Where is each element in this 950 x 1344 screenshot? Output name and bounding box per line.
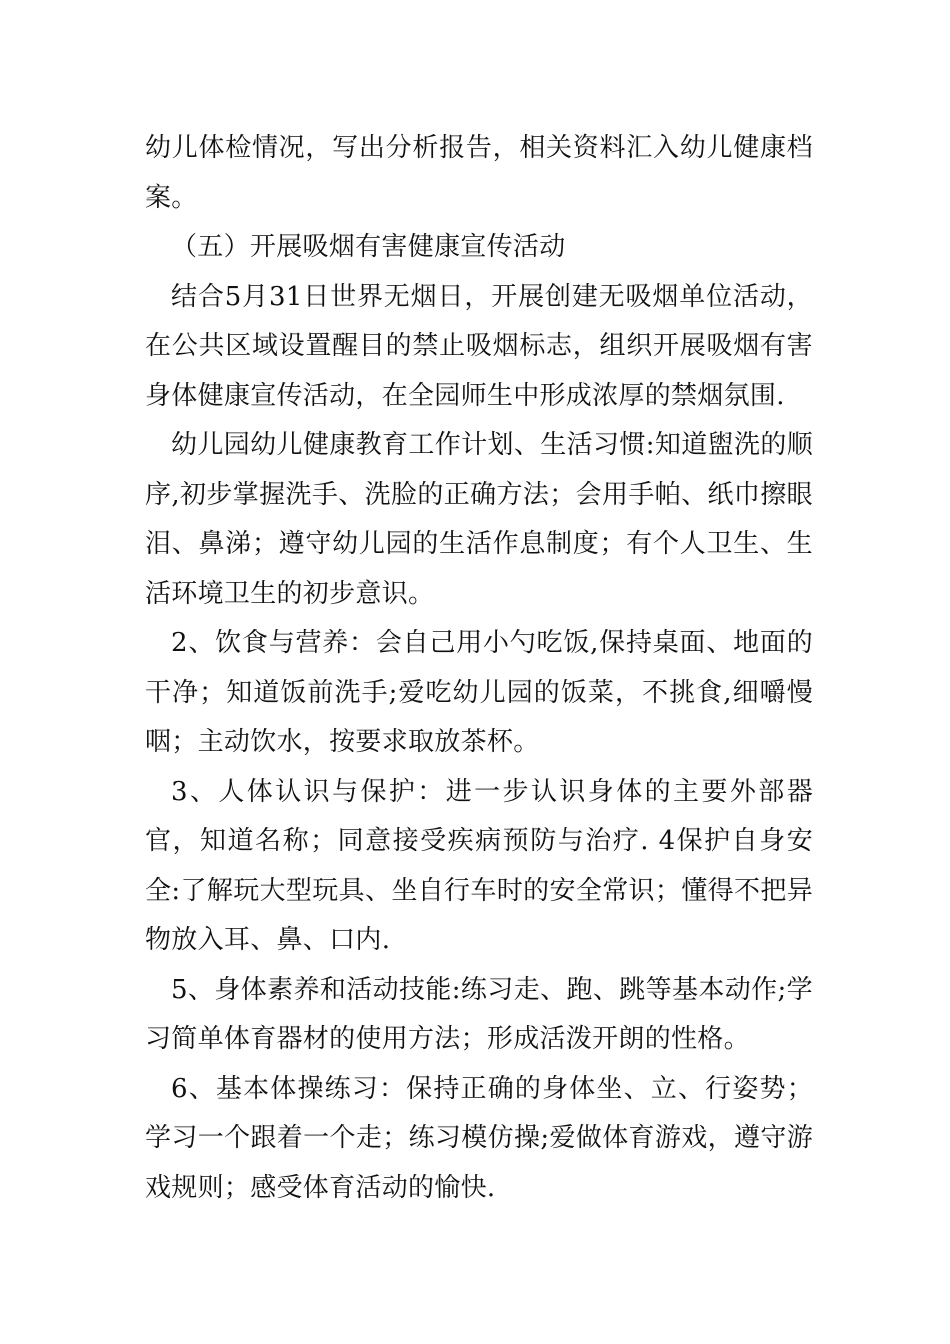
paragraph-health-archive: 幼儿体检情况，写出分析报告，相关资料汇入幼儿健康档案。 [145, 133, 813, 213]
section-heading-smoking-campaign: （五）开展吸烟有害健康宣传活动 [171, 232, 566, 262]
paragraph-no-smoking-day: 结合5月31日世界无烟日，开展创建无吸烟单位活动，在公共区域设置醒目的禁止吸烟标志，组织开展吸烟有害身体健康宣传活动，在全园师生中形成浓厚的禁烟氛围. [145, 281, 813, 411]
document-page [145, 124, 813, 1213]
paragraph-physical-skills: 5、身体素养和活动技能:练习走、跑、跳等基本动作;学习简单体育器材的使用方法；形成活泼开朗的性格。 [145, 974, 813, 1054]
paragraph-gymnastics: 6、基本体操练习：保持正确的身体坐、立、行姿势；学习一个跟着一个走；练习模仿操;爱做体育游戏，遵守游戏规则；感受体育活动的愉快. [145, 1073, 813, 1203]
paragraph-living-habits: 幼儿园幼儿健康教育工作计划、生活习惯:知道盥洗的顺序,初步掌握洗手、洗脸的正确方法；会用手帕、纸巾擦眼泪、鼻涕；遵守幼儿园的生活作息制度；有个人卫生、生活环境卫生的初步意识。 [145, 430, 813, 609]
paragraph-body-protection: 3、人体认识与保护：进一步认识身体的主要外部器官，知道名称；同意接受疾病预防与治疗. 4保护自身安全:了解玩大型玩具、坐自行车时的安全常识；懂得不把异物放入耳、鼻、口内. [145, 776, 813, 955]
paragraph-diet-nutrition: 2、饮食与营养：会自己用小勺吃饭,保持桌面、地面的干净；知道饭前洗手;爱吃幼儿园的饭菜，不挑食,细嚼慢咽；主动饮水，按要求取放茶杯。 [145, 628, 813, 757]
